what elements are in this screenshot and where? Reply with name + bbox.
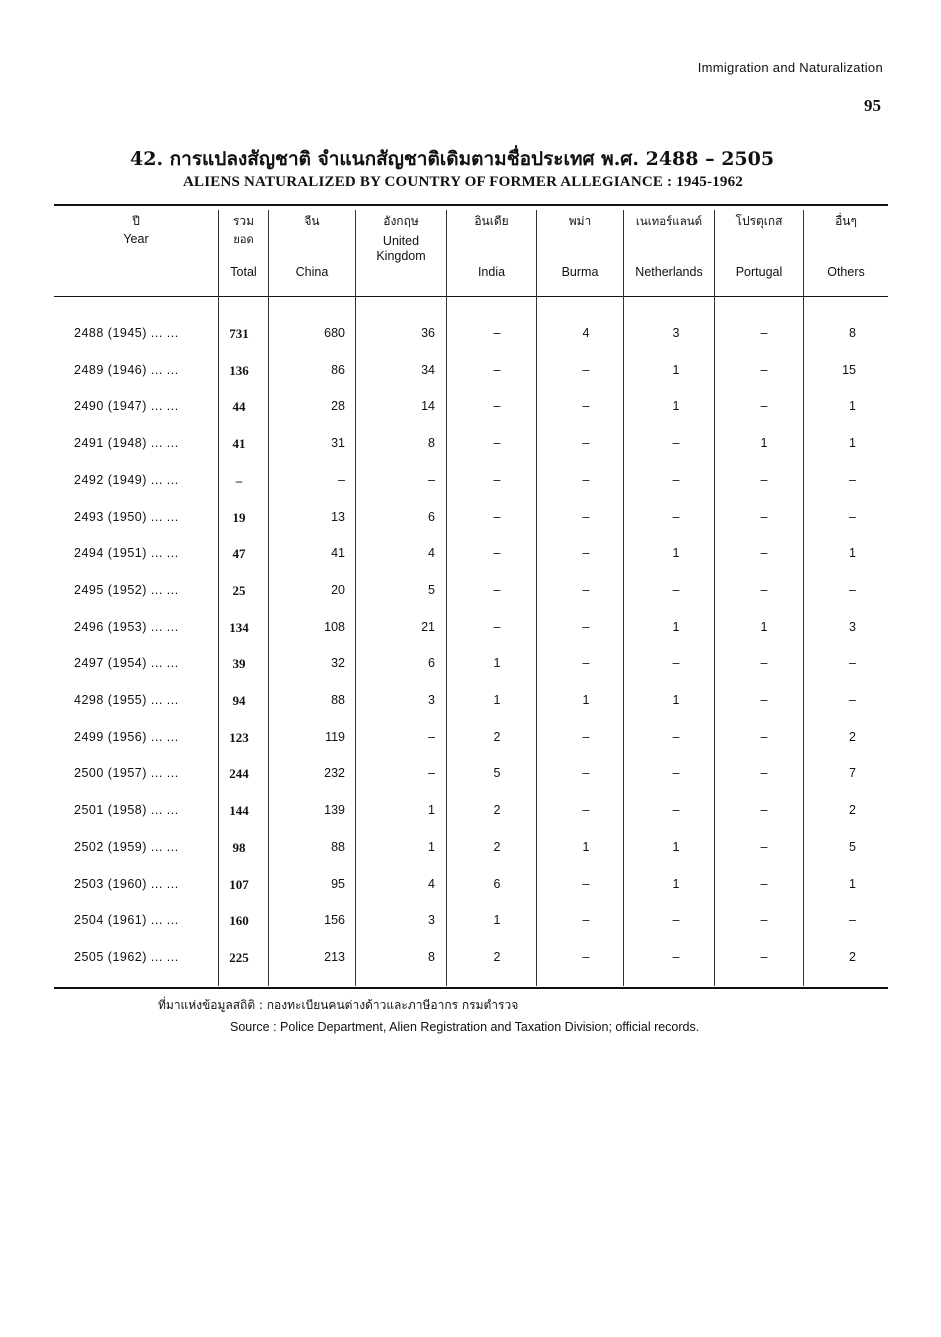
cell-burma: – bbox=[582, 913, 590, 928]
cell-uk: 14 bbox=[421, 399, 435, 414]
column-header-total bbox=[219, 214, 268, 290]
cell-others: 1 bbox=[849, 546, 856, 561]
cell-india: – bbox=[493, 436, 501, 451]
table-title-english: ALIENS NATURALIZED BY COUNTRY OF FORMER ALLEGIANCE : 1945-1962 bbox=[183, 174, 743, 190]
cell-india: – bbox=[493, 399, 501, 414]
cell-uk: 5 bbox=[428, 582, 435, 597]
cell-portugal: 1 bbox=[760, 619, 768, 634]
cell-china: 31 bbox=[331, 436, 345, 451]
cell-others: – bbox=[849, 913, 856, 928]
cell-china: 680 bbox=[324, 326, 345, 340]
cell-others: 1 bbox=[849, 399, 856, 414]
cell-burma: – bbox=[582, 509, 590, 524]
table-row bbox=[54, 942, 888, 972]
cell-burma: – bbox=[582, 436, 590, 451]
cell-year: 4298 (1955) ... ... bbox=[74, 693, 179, 707]
cell-others: 1 bbox=[849, 876, 856, 891]
cell-total: 39 bbox=[232, 656, 246, 672]
cell-uk: 21 bbox=[421, 619, 435, 634]
page-number: 95 bbox=[864, 96, 881, 115]
table-row bbox=[54, 612, 888, 642]
cell-china: 28 bbox=[331, 399, 345, 414]
cell-uk: 1 bbox=[428, 839, 435, 854]
cell-portugal: – bbox=[760, 876, 768, 891]
column-header-english: India bbox=[477, 265, 506, 279]
cell-total: 94 bbox=[232, 693, 246, 708]
cell-netherlands: 1 bbox=[672, 546, 680, 561]
cell-year: 2488 (1945) ... ... bbox=[74, 326, 179, 340]
cell-portugal: – bbox=[760, 693, 768, 707]
cell-china: 213 bbox=[324, 949, 345, 964]
cell-portugal: – bbox=[760, 509, 768, 524]
cell-china: 119 bbox=[325, 729, 345, 744]
cell-portugal: – bbox=[760, 729, 768, 744]
cell-others: 3 bbox=[849, 619, 856, 634]
cell-others: – bbox=[849, 472, 856, 487]
cell-india: 2 bbox=[493, 729, 501, 744]
table-row bbox=[54, 869, 888, 899]
cell-year: 2501 (1958) ... ... bbox=[74, 803, 179, 818]
cell-uk: 4 bbox=[428, 876, 435, 891]
cell-burma: – bbox=[582, 582, 590, 597]
cell-others: – bbox=[849, 582, 856, 597]
table-row bbox=[54, 502, 888, 532]
column-header-thai: อินเดีย bbox=[474, 214, 509, 228]
cell-year: 2489 (1946) ... ... bbox=[74, 362, 179, 377]
cell-burma: – bbox=[582, 803, 590, 818]
cell-india: – bbox=[493, 619, 501, 634]
cell-portugal: – bbox=[760, 766, 768, 781]
cell-others: 8 bbox=[849, 326, 856, 340]
cell-others: 2 bbox=[849, 949, 856, 964]
cell-netherlands: 1 bbox=[672, 399, 680, 414]
cell-total: 25 bbox=[232, 582, 246, 598]
table-top-rule bbox=[54, 204, 888, 206]
cell-netherlands: 1 bbox=[672, 693, 680, 707]
cell-portugal: – bbox=[760, 913, 768, 928]
cell-china: 232 bbox=[324, 766, 345, 781]
cell-others: 1 bbox=[849, 436, 856, 451]
column-header-thai: อังกฤษ bbox=[383, 214, 419, 228]
cell-year: 2493 (1950) ... ... bbox=[74, 509, 179, 524]
cell-netherlands: – bbox=[672, 656, 680, 671]
cell-year: 2490 (1947) ... ... bbox=[74, 399, 179, 414]
cell-total: 144 bbox=[229, 803, 249, 819]
table-title-thai: 42. การแปลงสัญชาติ จำแนกสัญชาติเดิมตามชื่อประเทศ พ.ศ. 2488 – 2505 bbox=[130, 148, 775, 170]
cell-burma: 1 bbox=[582, 839, 590, 854]
cell-portugal: – bbox=[760, 656, 768, 671]
cell-netherlands: 1 bbox=[672, 839, 680, 854]
cell-total: 123 bbox=[229, 729, 249, 745]
cell-burma: – bbox=[582, 656, 590, 671]
cell-portugal: – bbox=[760, 546, 768, 561]
cell-year: 2502 (1959) ... ... bbox=[74, 839, 179, 854]
cell-netherlands: – bbox=[672, 729, 680, 744]
cell-total: 107 bbox=[229, 876, 249, 892]
table-row bbox=[54, 905, 888, 935]
cell-total: 160 bbox=[229, 913, 249, 929]
cell-total: 244 bbox=[229, 766, 249, 782]
cell-netherlands: – bbox=[672, 949, 680, 964]
cell-burma: 1 bbox=[582, 693, 590, 707]
cell-burma: – bbox=[582, 546, 590, 561]
running-header: Immigration and Naturalization bbox=[697, 60, 883, 75]
cell-total: 19 bbox=[232, 509, 246, 525]
column-header-english: Year bbox=[123, 232, 149, 246]
cell-year: 2495 (1952) ... ... bbox=[74, 582, 179, 597]
cell-year: 2499 (1956) ... ... bbox=[74, 729, 179, 744]
table-row bbox=[54, 648, 888, 678]
cell-total: 134 bbox=[229, 619, 249, 635]
table-row bbox=[54, 355, 888, 385]
cell-india: 1 bbox=[493, 656, 501, 671]
cell-burma: – bbox=[582, 399, 590, 414]
column-header-english: United Kingdom bbox=[376, 234, 426, 263]
cell-uk: 34 bbox=[421, 362, 435, 377]
cell-burma: – bbox=[582, 876, 590, 891]
cell-netherlands: – bbox=[672, 582, 680, 597]
column-header-burma bbox=[537, 214, 623, 290]
cell-india: 2 bbox=[493, 949, 501, 964]
cell-year: 2491 (1948) ... ... bbox=[74, 436, 179, 451]
cell-total: 47 bbox=[232, 546, 246, 562]
table-row bbox=[54, 391, 888, 421]
cell-uk: 3 bbox=[428, 913, 435, 928]
column-header-english: Portugal bbox=[735, 265, 783, 279]
table-row bbox=[54, 722, 888, 752]
column-header-thai: โปรตุเกส bbox=[735, 214, 783, 228]
column-header-thai-2: ยอด bbox=[233, 233, 254, 246]
cell-year: 2504 (1961) ... ... bbox=[74, 913, 179, 928]
cell-burma: – bbox=[582, 362, 590, 377]
cell-total: 136 bbox=[229, 362, 249, 378]
cell-year: 2503 (1960) ... ... bbox=[74, 876, 179, 891]
cell-year: 2497 (1954) ... ... bbox=[74, 656, 179, 671]
cell-china: 95 bbox=[331, 876, 345, 891]
cell-china: 41 bbox=[331, 546, 345, 561]
cell-uk: – bbox=[428, 472, 435, 487]
cell-portugal: – bbox=[760, 803, 768, 818]
cell-india: 5 bbox=[493, 766, 501, 781]
cell-burma: – bbox=[582, 472, 590, 487]
cell-china: 20 bbox=[331, 582, 345, 597]
table-row bbox=[54, 685, 888, 715]
column-header-english: Netherlands bbox=[635, 265, 703, 279]
table-row bbox=[54, 318, 888, 348]
cell-netherlands: – bbox=[672, 472, 680, 487]
cell-total: 731 bbox=[229, 326, 249, 341]
cell-portugal: – bbox=[760, 326, 768, 340]
cell-china: 156 bbox=[324, 913, 345, 928]
column-header-india bbox=[447, 214, 536, 290]
column-header-thai: พม่า bbox=[568, 214, 592, 228]
table-row bbox=[54, 575, 888, 605]
cell-portugal: – bbox=[760, 362, 768, 377]
cell-total: 44 bbox=[232, 399, 246, 415]
source-english: Source : Police Department, Alien Registration and Taxation Division; official records. bbox=[230, 1020, 700, 1034]
column-header-portugal bbox=[715, 214, 803, 290]
column-header-english: China bbox=[295, 265, 329, 279]
cell-portugal: – bbox=[760, 582, 768, 597]
cell-uk: 8 bbox=[428, 436, 435, 451]
cell-netherlands: 3 bbox=[672, 326, 680, 340]
cell-year: 2496 (1953) ... ... bbox=[74, 619, 179, 634]
column-header-united-kingdom bbox=[356, 214, 446, 290]
cell-china: 32 bbox=[331, 656, 345, 671]
cell-portugal: – bbox=[760, 472, 768, 487]
column-header-thai: จีน bbox=[304, 214, 320, 228]
column-header-thai: เนเทอร์แลนด์ bbox=[635, 214, 703, 228]
cell-burma: – bbox=[582, 766, 590, 781]
cell-india: 2 bbox=[493, 803, 501, 818]
column-header-year bbox=[54, 214, 218, 290]
cell-netherlands: – bbox=[672, 913, 680, 928]
cell-china: 108 bbox=[324, 619, 345, 634]
cell-year: 2494 (1951) ... ... bbox=[74, 546, 179, 561]
cell-burma: – bbox=[582, 619, 590, 634]
cell-others: 5 bbox=[849, 839, 856, 854]
cell-india: – bbox=[493, 362, 501, 377]
cell-india: – bbox=[493, 546, 501, 561]
cell-netherlands: – bbox=[672, 766, 680, 781]
column-header-thai: รวม bbox=[232, 214, 255, 228]
cell-uk: 6 bbox=[428, 509, 435, 524]
cell-netherlands: – bbox=[672, 509, 680, 524]
cell-uk: 6 bbox=[428, 656, 435, 671]
cell-india: – bbox=[493, 472, 501, 487]
cell-netherlands: 1 bbox=[672, 619, 680, 634]
header-bottom-rule bbox=[54, 296, 888, 297]
cell-total: 41 bbox=[232, 436, 246, 452]
table-row bbox=[54, 795, 888, 825]
cell-netherlands: 1 bbox=[672, 362, 680, 377]
table-row bbox=[54, 428, 888, 458]
column-header-english: Burma bbox=[561, 265, 599, 279]
cell-others: – bbox=[849, 656, 856, 671]
cell-china: 139 bbox=[324, 803, 345, 818]
table-row bbox=[54, 538, 888, 568]
cell-uk: 4 bbox=[428, 546, 435, 561]
cell-uk: 36 bbox=[421, 326, 435, 340]
cell-uk: – bbox=[428, 729, 435, 744]
cell-india: 1 bbox=[493, 913, 501, 928]
column-header-english: Others bbox=[827, 265, 865, 279]
column-header-thai: อื่นๆ bbox=[835, 214, 857, 228]
cell-netherlands: 1 bbox=[672, 876, 680, 891]
cell-india: 2 bbox=[493, 839, 501, 854]
cell-total: 98 bbox=[232, 839, 246, 855]
cell-netherlands: – bbox=[672, 436, 680, 451]
cell-others: – bbox=[849, 693, 856, 707]
column-header-china bbox=[269, 214, 355, 290]
cell-burma: – bbox=[582, 729, 590, 744]
cell-burma: 4 bbox=[582, 326, 590, 340]
cell-others: 2 bbox=[849, 803, 856, 818]
table-bottom-rule bbox=[54, 987, 888, 989]
cell-india: – bbox=[493, 509, 501, 524]
cell-portugal: – bbox=[760, 949, 768, 964]
cell-uk: 1 bbox=[428, 803, 435, 818]
cell-netherlands: – bbox=[672, 803, 680, 818]
cell-others: 15 bbox=[842, 362, 856, 377]
cell-india: 6 bbox=[493, 876, 501, 891]
cell-india: 1 bbox=[493, 693, 501, 707]
cell-year: 2500 (1957) ... ... bbox=[74, 766, 179, 781]
cell-total: 225 bbox=[229, 949, 249, 965]
cell-total: – bbox=[235, 472, 243, 488]
cell-others: 7 bbox=[849, 766, 856, 781]
cell-uk: 8 bbox=[428, 949, 435, 964]
cell-others: – bbox=[849, 509, 856, 524]
column-header-thai: ปี bbox=[132, 214, 140, 228]
column-header-english: Total bbox=[230, 265, 257, 279]
cell-burma: – bbox=[582, 949, 590, 964]
cell-portugal: – bbox=[760, 399, 768, 414]
cell-india: – bbox=[493, 582, 501, 597]
cell-portugal: – bbox=[760, 839, 768, 854]
cell-others: 2 bbox=[849, 729, 856, 744]
column-header-others bbox=[804, 214, 888, 290]
cell-china: 13 bbox=[331, 509, 345, 524]
table-row bbox=[54, 758, 888, 788]
cell-portugal: 1 bbox=[760, 436, 768, 451]
source-thai: ที่มาแห่งข้อมูลสถิติ : กองทะเบียนคนต่างด้าวและภาษีอากร กรมตำรวจ bbox=[158, 998, 519, 1012]
cell-year: 2505 (1962) ... ... bbox=[74, 949, 179, 964]
cell-china: 86 bbox=[331, 362, 345, 377]
cell-uk: – bbox=[428, 766, 435, 781]
column-header-netherlands bbox=[624, 214, 714, 290]
cell-uk: 3 bbox=[428, 693, 435, 707]
table-row bbox=[54, 465, 888, 495]
cell-china: 88 bbox=[331, 693, 345, 707]
cell-india: – bbox=[493, 326, 501, 340]
cell-year: 2492 (1949) ... ... bbox=[74, 472, 179, 487]
cell-china: – bbox=[338, 472, 345, 487]
cell-china: 88 bbox=[331, 839, 345, 854]
table-row bbox=[54, 832, 888, 862]
